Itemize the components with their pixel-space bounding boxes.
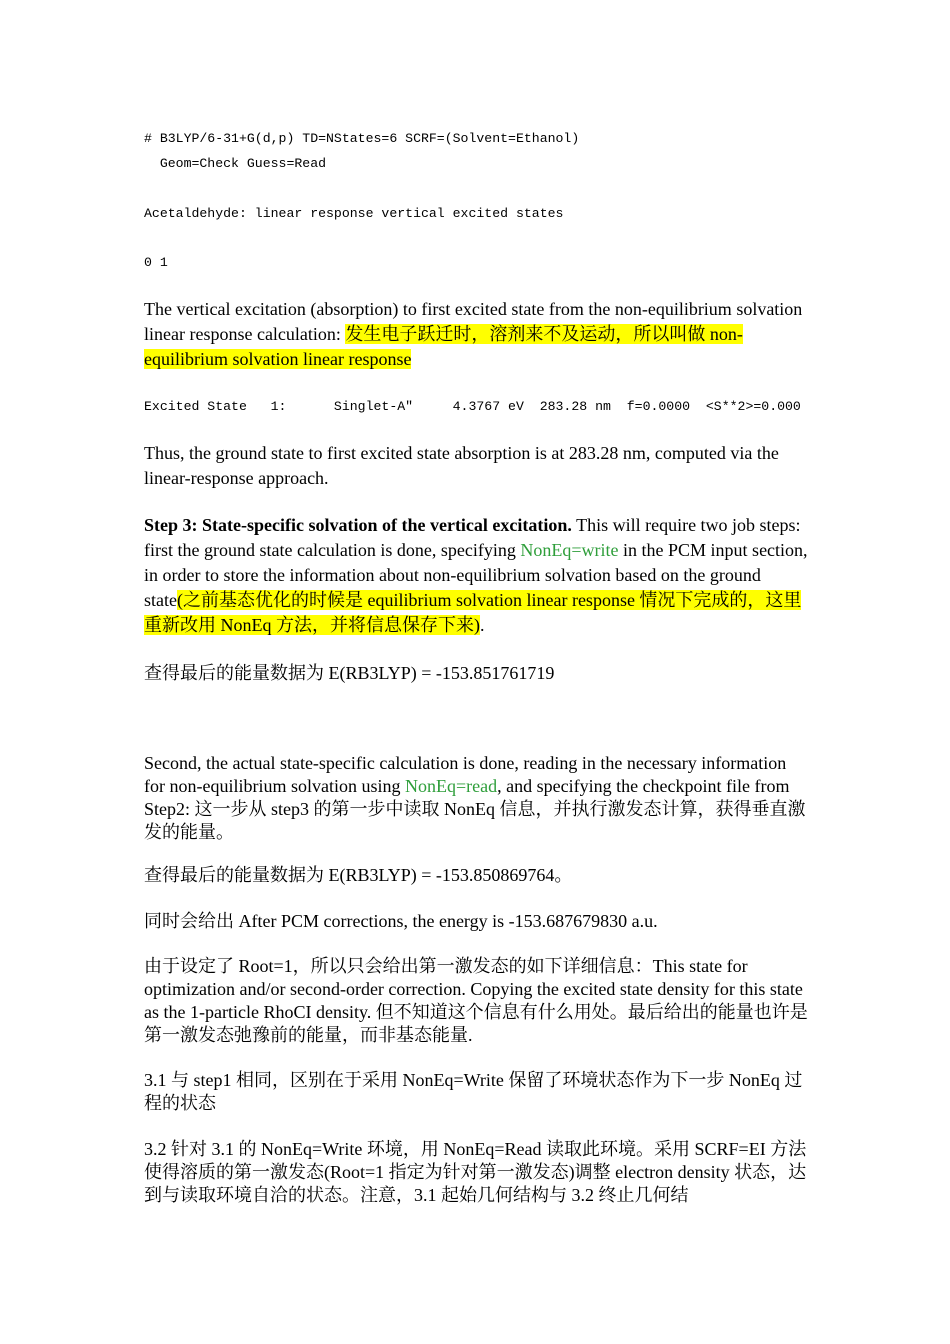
route-line-2: Geom=Check Guess=Read: [144, 156, 327, 171]
paragraph-text: , and specifying the checkpoint file from Step2: 这一步从 step3 的第一步中读取 NonEq 信息，并执行激发态计算，获得垂直激发的能量。: [144, 776, 806, 842]
charge-multiplicity-line: 0 1: [144, 255, 168, 270]
paragraph-text: This will require two job steps: first the ground state calculation is done, specifying: [144, 515, 801, 560]
paragraph-step3: [144, 513, 809, 638]
paragraph-text: in the PCM input section, in order to store the information about non-equilibrium solvation based on the ground state: [144, 540, 808, 610]
paragraph-3-1: 3.1 与 step1 相同，区别在于采用 NonEq=Write 保留了环境状态作为下一步 NonEq 过程的状态: [144, 1070, 803, 1113]
paragraph-pcm-correction: 同时会给出 After PCM corrections, the energy is -153.687679830 a.u.: [144, 911, 658, 931]
excited-state-line: Excited State 1: Singlet-A" 4.3767 eV 283.28 nm f=0.0000 <S**2>=0.000: [144, 399, 801, 414]
paragraph-energy-2: 查得最后的能量数据为 E(RB3LYP) = -153.850869764。: [144, 865, 573, 885]
step3-heading: Step 3: State-specific solvation of the vertical excitation.: [144, 515, 572, 535]
paragraph-text: Second, the actual state-specific calculation is done, reading in the necessary information for non-equilibrium solvation using: [144, 753, 787, 796]
highlight-note: (之前基态优化的时候是 equilibrium solvation linear response 情况下完成的，这里重新改用 NonEq 方法，并将信息保存下来): [144, 590, 802, 635]
paragraph-text: The vertical excitation (absorption) to first excited state from the non-equilibrium solvation linear response calculation:: [144, 299, 803, 344]
highlight-note: 发生电子跃迁时，溶剂来不及运动，所以叫做 non-equilibrium solvation linear response: [144, 324, 743, 369]
paragraph-root-info: 由于设定了 Root=1，所以只会给出第一激发态的如下详细信息：This state for optimization and/or second-order correction. Copying the excited state density for this state as the 1-particle RhoCI density. 但不知道这个信息有什么用处。最后给出的能量也许是第一激发态弛豫前的能量，而非基态能量.: [144, 956, 808, 1045]
paragraph-absorption-result: Thus, the ground state to first excited state absorption is at 283.28 nm, computed via the linear-response approach.: [144, 443, 779, 488]
paragraph-second-step: [144, 752, 809, 844]
paragraph-vertical-excitation: [144, 297, 809, 372]
job-title-line: Acetaldehyde: linear response vertical excited states: [144, 206, 564, 221]
keyword-noneq-read: NonEq=read: [404, 776, 498, 796]
paragraph-end: .: [480, 615, 485, 635]
keyword-noneq-write: NonEq=write: [520, 540, 619, 560]
paragraph-3-2: 3.2 针对 3.1 的 NonEq=Write 环境，用 NonEq=Read 读取此环境。采用 SCRF=EI 方法使得溶质的第一激发态(Root=1 指定为针对第一激发态)调整 electron density 状态，达到与读取环境自洽的状态。注意，3.1 起始几何结构与 3.2 终止几何结: [144, 1139, 807, 1205]
route-line-1: # B3LYP/6-31+G(d,p) TD=NStates=6 SCRF=(Solvent=Ethanol): [144, 131, 580, 146]
paragraph-energy-1: 查得最后的能量数据为 E(RB3LYP) = -153.851761719: [144, 663, 555, 683]
